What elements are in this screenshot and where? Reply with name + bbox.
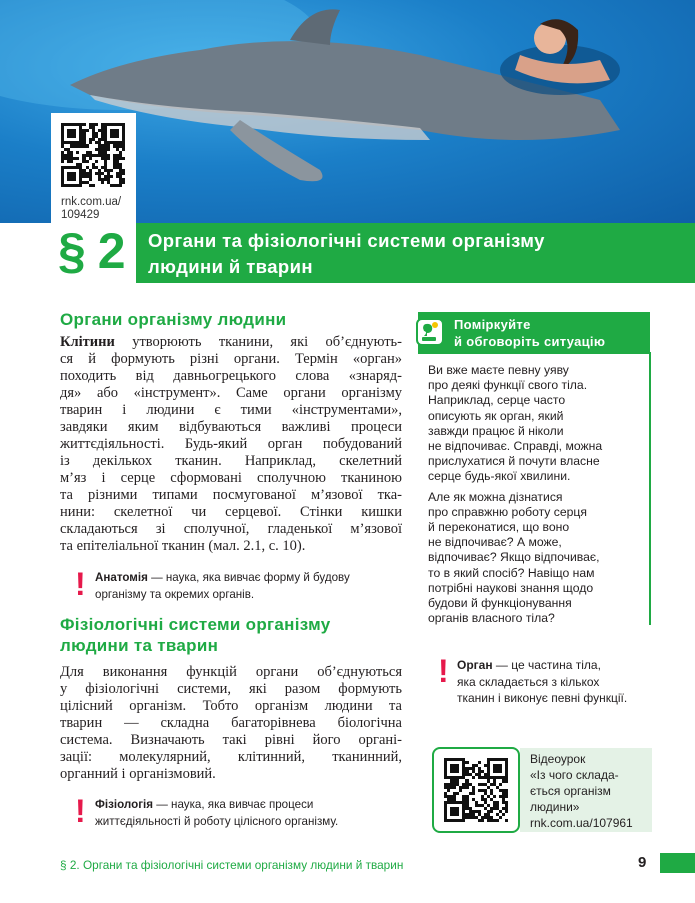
lead-term: Клітини (60, 334, 115, 350)
note-text: життєдіяльності й роботу цілісного організму. (95, 814, 339, 828)
exclamation-icon: ! (75, 793, 86, 829)
text-line: не відпочиває? А може, (428, 535, 562, 550)
text-line: завжди працює й ніколи (428, 423, 564, 438)
text: утворюють тканини, які об’єднують- (114, 334, 402, 350)
page-title-line: людини й тварин (148, 256, 313, 277)
definition-note (75, 566, 350, 603)
discussion-title: Поміркуйте (454, 317, 531, 332)
text-line: про справжню роботу серця (428, 504, 588, 519)
text-line: цілісний організм. Тобто організм людини та (60, 698, 402, 714)
text-line: Наприклад, серце часто (428, 393, 566, 408)
text-line: складаються зі сполучної, гладенької м’язової (60, 521, 402, 537)
text-line: Але як можна дізнатися (428, 489, 563, 504)
page-number: 9 (638, 854, 647, 871)
section-heading: Органи організму людини (60, 310, 287, 329)
text-line: завдяки яким відбуваються важливі процеси (60, 419, 402, 435)
text-line: та епітеліальної тканин (мал. 2.1, с. 10). (60, 538, 306, 554)
text-line: м’яз і серце сформовані сполучною тканиною (60, 470, 402, 486)
text-line: із декількох тканин. Наприклад, скелетний (60, 453, 402, 469)
section-body (60, 664, 402, 783)
heading-line: людини та тварин (60, 636, 219, 655)
text-line: органний і організмовий. (60, 766, 216, 782)
text-line: ся й формують різні органи. Термін «орган» (60, 351, 402, 367)
exclamation-icon: ! (438, 653, 449, 689)
text-line: та різними типами посмугованої м’язової тка- (60, 487, 402, 503)
page-tab-marker (660, 853, 695, 873)
text-line: прислухатися й почути власне (428, 454, 600, 469)
note-text: — наука, яка вивчає процеси (153, 798, 314, 811)
text-line: тварин — складна багаторівнева біологічна (60, 715, 402, 731)
video-lesson-info[interactable] (520, 748, 652, 832)
text-line (60, 334, 402, 351)
video-title: ється організм (530, 784, 611, 798)
section-heading (60, 614, 331, 656)
video-title: «Із чого склада- (530, 768, 619, 782)
text-line: відпочиває? Якщо відпочиває, (428, 550, 600, 565)
running-footer: § 2. Органи та фізіологічні системи організму людини й тварин (60, 858, 404, 872)
discussion-border (649, 352, 651, 625)
qr-link[interactable] (61, 196, 121, 222)
page-title (136, 223, 695, 283)
text-line: нини: скелетної чи серцевої. Стінки кишки (60, 504, 402, 520)
definition-note (75, 793, 339, 830)
note-text: яка складається з кількох (457, 674, 600, 689)
section-number: § 2 (58, 223, 125, 279)
exclamation-icon: ! (75, 566, 86, 602)
definition-note (438, 653, 628, 707)
text-line: походить від давньогрецького слова «знаряд- (60, 368, 402, 384)
note-term: Орган (457, 658, 493, 672)
discussion-title: й обговоріть ситуацію (454, 334, 606, 349)
discussion-paragraph (428, 490, 648, 627)
discussion-icon (416, 318, 444, 346)
heading-line: Фізіологічні системи організму (60, 615, 331, 634)
text-line: серце будь-якої хвилини. (428, 469, 571, 484)
discussion-body (428, 363, 648, 631)
text-line: Ви вже маєте певну уяву (428, 363, 569, 377)
note-term: Фізіологія (95, 798, 154, 811)
text-line: й переконатися, що воно (428, 520, 570, 535)
qr-code[interactable] (61, 123, 125, 187)
page-title-line: Органи та фізіологічні системи організму (148, 230, 545, 251)
text-line: у фізіологічні системи, які разом формують (60, 681, 402, 697)
video-title: людини» (530, 800, 580, 814)
text-line: органів власного тіла? (428, 611, 555, 626)
section-body (60, 334, 402, 555)
video-label: Відеоурок (530, 752, 586, 766)
text-line: потрібні наукові знання щодо (428, 580, 594, 595)
qr-link-line[interactable]: rnk.com.ua/ (61, 196, 122, 208)
note-text: тканин і виконує певні функції. (457, 691, 628, 705)
text-line: про деякі функції свого тіла. (428, 378, 588, 393)
qr-link-line[interactable]: 109429 (61, 209, 100, 221)
note-text: — наука, яка вивчає форму й будову (147, 571, 350, 584)
qr-code[interactable] (444, 758, 508, 822)
text-line: тварин і людини є тими «інструментами», (60, 402, 402, 418)
text-line: зації: молекулярний, клітинний, тканинний, (60, 749, 402, 765)
discussion-header (418, 312, 650, 354)
discussion-paragraph (428, 363, 648, 485)
video-qr-block[interactable] (432, 747, 520, 833)
text-line: не відпочиває. Справді, можна (428, 439, 603, 454)
note-term: Анатомія (95, 571, 148, 584)
note-text: організму та окремих органів. (95, 587, 255, 601)
text-line: описують як орган, який (428, 408, 564, 423)
text-line: система. Визначають такі рівні його органі- (60, 732, 402, 748)
text-line: то в який спосіб? Навіщо нам (428, 565, 595, 580)
text-line: життєдіяльності. Будь-який орган побудований (60, 436, 402, 452)
text-line: дя» або «інструмент». Саме органи організму (60, 385, 402, 401)
note-text: — це частина тіла, (492, 658, 601, 672)
text-line: Для виконання функцій органи об’єднуються (60, 664, 402, 680)
video-link[interactable]: rnk.com.ua/107961 (530, 816, 633, 830)
text-line: будови й функціонування (428, 596, 572, 611)
